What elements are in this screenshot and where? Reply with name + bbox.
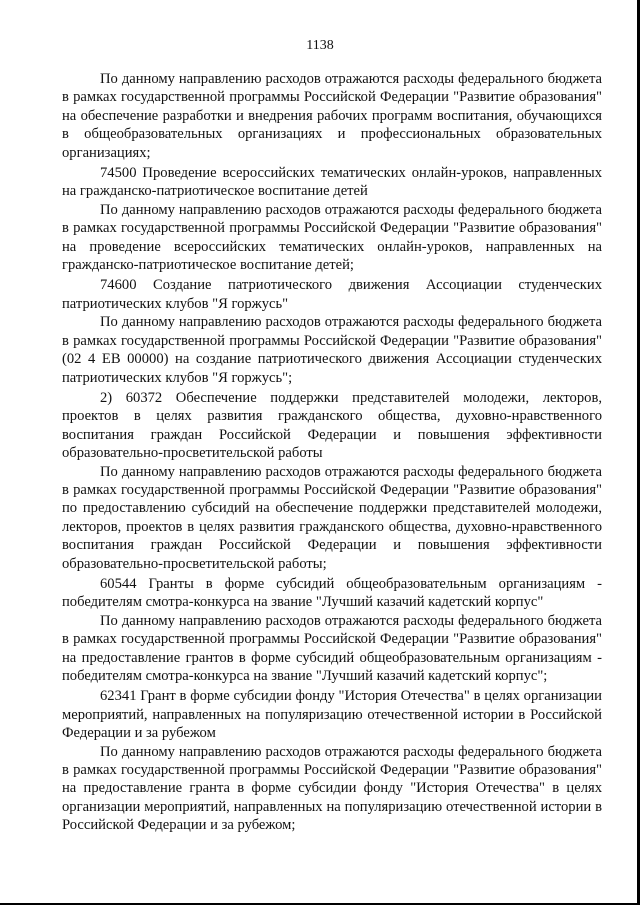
paragraph-heading: 74500 Проведение всероссийских тематических онлайн-уроков, направленных на гражданско-патриотическое воспитание детей xyxy=(62,165,602,200)
document-body xyxy=(62,70,602,835)
paragraph: По данному направлению расходов отражаются расходы федерального бюджета в рамках государственной программы Российской Федерации "Развитие образования" (02 4 ЕВ 00000) на создание патриотического движения Ассоциации студенческих патриотических клубов "Я горжусь"; xyxy=(62,314,602,386)
paragraph-heading: 62341 Грант в форме субсидии фонду "История Отечества" в целях организации мероприятий, направленных на популяризацию отечественной истории в Российской Федерации и за рубежом xyxy=(62,688,602,742)
paragraph: По данному направлению расходов отражаются расходы федерального бюджета в рамках государственной программы Российской Федерации "Развитие образования" на проведение всероссийских тематических онлайн-уроков, направленных на гражданско-патриотическое воспитание детей; xyxy=(62,201,602,274)
paragraph-heading: 60544 Гранты в форме субсидий общеобразовательным организациям - победителям смотра-конкурса на звание "Лучший казачий кадетский корпус" xyxy=(62,575,602,611)
page-number: 1138 xyxy=(306,38,334,53)
paragraph: По данному направлению расходов отражаются расходы федерального бюджета в рамках государственной программы Российской Федерации "Развитие образования" на обеспечение разработки и внедрения рабочих программ воспитания, обучающихся в общеобразовательных организациях и профессиональных образовательных организациях; xyxy=(62,71,602,161)
paragraph-heading: 74600 Создание патриотического движения Ассоциации студенческих патриотических клубов "Я горжусь" xyxy=(62,277,602,312)
paragraph-heading: 2) 60372 Обеспечение поддержки представителей молодежи, лекторов, проектов в целях развития гражданского общества, духовно-нравственного воспитания граждан Российской Федерации и повышения эффективности образовательно-просветительской работы xyxy=(62,389,602,462)
paragraph: По данному направлению расходов отражаются расходы федерального бюджета в рамках государственной программы Российской Федерации "Развитие образования" по предоставлению субсидий на обеспечение поддержки представителей молодежи, лекторов, проектов в целях развития гражданского общества, духовно-нравственного воспитания граждан Российской Федерации и повышения эффективности образовательно-просветительской работы; xyxy=(62,463,602,572)
paragraph: По данному направлению расходов отражаются расходы федерального бюджета в рамках государственной программы Российской Федерации "Развитие образования" на предоставление гранта в форме субсидии фонду "История Отечества" в целях организации мероприятий, направленных на популяризацию отечественной истории в Российской Федерации и за рубежом; xyxy=(62,743,602,834)
paragraph: По данному направлению расходов отражаются расходы федерального бюджета в рамках государственной программы Российской Федерации "Развитие образования" на предоставление грантов в форме субсидий общеобразовательным организациям - победителям смотра-конкурса на звание "Лучший казачий кадетский корпус"; xyxy=(62,612,602,684)
